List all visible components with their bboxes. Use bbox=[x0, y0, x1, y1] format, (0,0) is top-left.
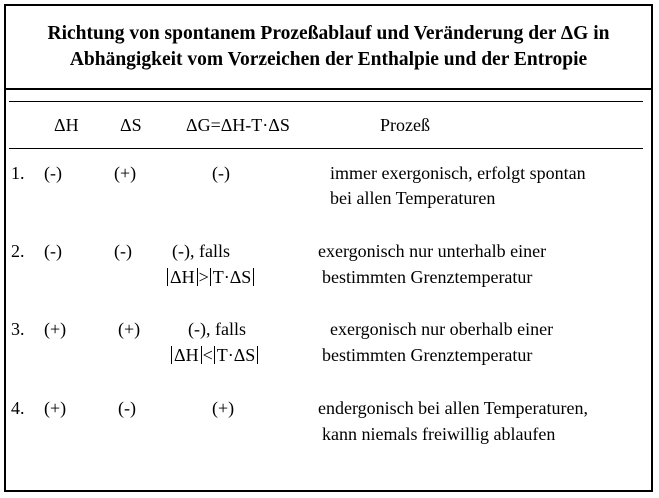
abs-delta-h: ΔH bbox=[171, 346, 202, 364]
row-process-line-2: bei allen Temperaturen bbox=[330, 188, 496, 208]
header-bottom-rule bbox=[9, 148, 643, 149]
row-number: 4. bbox=[11, 398, 25, 418]
abs-t-delta-s: T·ΔS bbox=[214, 346, 259, 364]
row-process-line-1: immer exergonisch, erfolgt spontan bbox=[330, 163, 586, 183]
row-delta-s: (+) bbox=[118, 319, 141, 339]
header-process: Prozeß bbox=[380, 115, 430, 135]
row-process-line-2: bestimmten Grenztemperatur bbox=[322, 267, 533, 287]
title-divider bbox=[4, 88, 653, 90]
row-process-line-2: bestimmten Grenztemperatur bbox=[322, 345, 533, 365]
row-delta-g: (-), falls bbox=[172, 241, 230, 261]
title-line-1: Richtung von spontanem Prozeßablauf und Veränderung der ΔG in bbox=[47, 23, 610, 44]
row-delta-h: (-) bbox=[44, 163, 62, 183]
row-delta-h: (-) bbox=[44, 241, 62, 261]
table-title bbox=[6, 21, 651, 73]
title-line-2: Abhängigkeit vom Vorzeichen der Enthalpie und der Entropie bbox=[69, 49, 588, 70]
row-process-line-1: exergonisch nur oberhalb einer bbox=[330, 319, 554, 339]
header-delta-g: ΔG=ΔH-T·ΔS bbox=[186, 115, 290, 135]
row-number: 2. bbox=[11, 241, 25, 261]
row-process-line-1: endergonisch bei allen Temperaturen, bbox=[318, 398, 588, 418]
abs-delta-h: ΔH bbox=[167, 268, 198, 286]
comparison-operator: > bbox=[198, 267, 209, 287]
row-condition bbox=[166, 266, 255, 288]
row-delta-s: (+) bbox=[114, 163, 137, 183]
comparison-operator: < bbox=[202, 345, 213, 365]
header-top-rule bbox=[9, 101, 643, 102]
row-condition bbox=[170, 344, 259, 366]
header-delta-h: ΔH bbox=[54, 115, 79, 135]
row-delta-s: (-) bbox=[118, 398, 136, 418]
row-process-line-1: exergonisch nur unterhalb einer bbox=[318, 241, 547, 261]
abs-t-delta-s: T·ΔS bbox=[210, 268, 255, 286]
row-delta-h: (+) bbox=[44, 398, 67, 418]
header-delta-s: ΔS bbox=[120, 115, 142, 135]
row-delta-g: (-), falls bbox=[188, 319, 246, 339]
row-delta-g: (-) bbox=[212, 163, 230, 183]
row-number: 3. bbox=[11, 319, 25, 339]
row-delta-s: (-) bbox=[114, 241, 132, 261]
row-process-line-2: kann niemals freiwillig ablaufen bbox=[322, 424, 556, 444]
row-delta-g: (+) bbox=[212, 398, 235, 418]
row-number: 1. bbox=[11, 163, 25, 183]
row-delta-h: (+) bbox=[44, 319, 67, 339]
